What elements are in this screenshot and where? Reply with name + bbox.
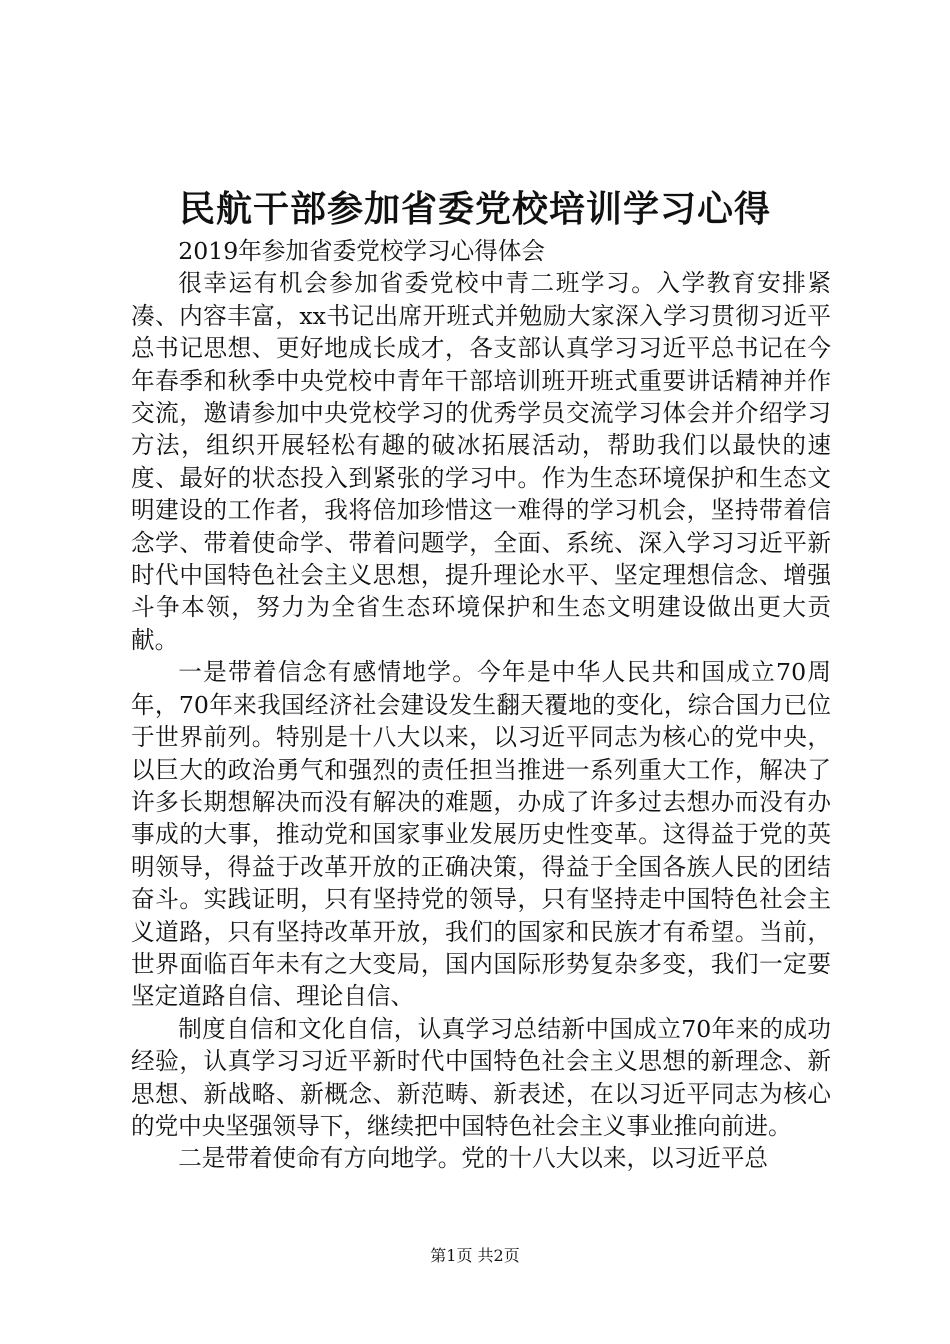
paragraph-point-one-continued: 制度自信和文化自信，认真学习总结新中国成立70年来的成功经验，认真学习习近平新时代中国特色社会主义思想的新理念、新思想、新战略、新概念、新范畴、新表述，在以习近平同志为核心的党中央坚强领导下，继续把中国特色社会主义事业推向前进。 [131, 1014, 831, 1140]
document-title: 民航干部参加省委党校培训学习心得 [178, 188, 771, 230]
page-number-footer: 第1页 共2页 [430, 1246, 520, 1265]
paragraph-intro: 很幸运有机会参加省委党校中青二班学习。入学教育安排紧凑、内容丰富，xx书记出席开班式并勉励大家深入学习贯彻习近平总书记思想、更好地成长成才，各支部认真学习习近平总书记在今年春季和秋季中央党校中青年干部培训班开班式重要讲话精神并作交流，邀请参加中央党校学习的优秀学员交流学习体会并介绍学习方法，组织开展轻松有趣的破冰拓展活动，帮助我们以最快的速度、最好的状态投入到紧张的学习中。作为生态环境保护和生态文明建设的工作者，我将倍加珍惜这一难得的学习机会，坚持带着信念学、带着使命学、带着问题学，全面、系统、深入学习习近平新时代中国特色社会主义思想，提升理论水平、坚定理想信念、增强斗争本领，努力为全省生态环境保护和生态文明建设做出更大贡献。 [131, 269, 831, 654]
paragraph-point-two: 二是带着使命有方向地学。党的十八大以来，以习近平总 [178, 1144, 769, 1173]
paragraph-point-one: 一是带着信念有感情地学。今年是中华人民共和国成立70周年，70年来我国经济社会建设发生翻天覆地的变化，综合国力已位于世界前列。特别是十八大以来，以习近平同志为核心的党中央，以巨大的政治勇气和强烈的责任担当推进一系列重大工作，解决了许多长期想解决而没有解决的难题，办成了许多过去想办而没有办事成的大事，推动党和国家事业发展历史性变革。这得益于党的英明领导，得益于改革开放的正确决策，得益于全国各族人民的团结奋斗。实践证明，只有坚持党的领导，只有坚持走中国特色社会主义道路，只有坚持改革开放，我们的国家和民族才有希望。当前，世界面临百年未有之大变局，国内国际形势复杂多变，我们一定要坚定道路自信、理论自信、 [131, 658, 831, 1011]
document-body [131, 235, 831, 1175]
paragraph-subtitle: 2019年参加省委党校学习心得体会 [178, 237, 545, 265]
